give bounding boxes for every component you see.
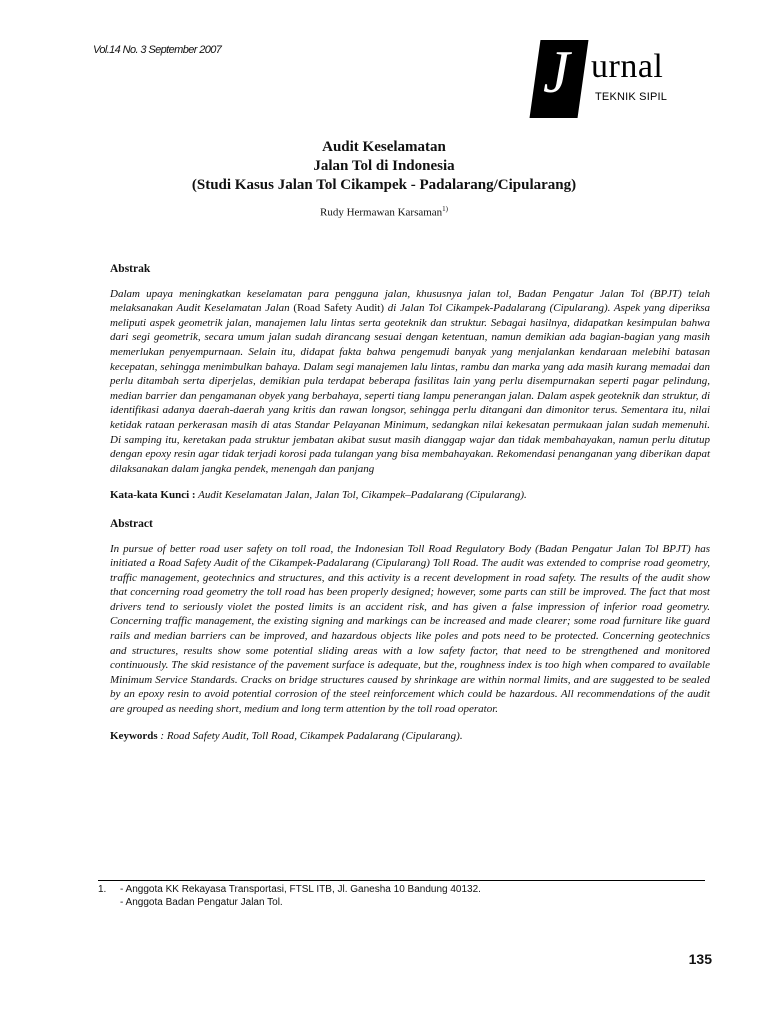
page-number: 135 <box>688 951 712 967</box>
paper-body <box>110 262 710 757</box>
footnote-line-1 <box>98 884 481 897</box>
abstrak-heading: Abstrak <box>110 263 151 275</box>
abstrak-text-1: Dalam upaya meningkatkan keselamatan para pengguna jalan, khususnya jalan tol, Badan Pengatur Jalan Tol (BPJT) telah melaksanakan Audit Keselamatan Jalan <box>110 287 710 315</box>
author-affiliation-mark: 1) <box>442 205 449 213</box>
footnote-number: 1. <box>98 884 107 895</box>
footnote-divider <box>98 880 705 881</box>
abstrak-text-2: di Jalan Tol Cikampek-Padalarang (Cipularang). Aspek yang diperiksa meliputi aspek geometrik jalan, manajemen lalu lintas serta geoteknik dan struktur. Sebagai hasilnya, didapatkan kesimpulan bahwa dari segi geometrik, secara umum jalan sudah dirancang sesuai dengan ketentuan, namun demikian ada bagian-bagian yang masih memerlukan penyempurnaan. Selain itu, didapat fakta bahwa pengemudi banyak yang menjalankan kendaraan melebihi batasan kecepatan, sehingga menimbulkan bahaya. Dalam segi manajemen lalu lintas, rambu dan marka yang ada masih kurang memadai dan perlu ditambah serta diperjelas, demikian pula terdapat beberapa fasilitas lain yang perlu disempurnakan seperti pagar pelindung, median barrier dan pengamanan obyek yang berbahaya, seperti tiang lampu penerangan jalan. Dalam aspek geoteknik dan struktur, di identifikasi adanya daerah-daerah yang kritis dan rawan longsor, sehingga perlu ditangani dan dimonitor terus. Sementara itu, nilai ketidak rataan perkerasan masih di atas Standar Pelayanan Minimum, sedangkan nilai kekesatan permukaan jalan sudah memenuhi. Di samping itu, keretakan pada struktur jembatan akibat susut masih dianggap wajar dan tidak membahayakan, namun perlu ditutup dengan epoxy resin agar tidak terjadi korosi pada tulangan yang bisa membahayakan. Rekomendasi penanganan yang diberikan dapat dilaksanakan dalam jangka pendek, menengah dan panjang <box>110 302 710 475</box>
footnote-text-2: - Anggota Badan Pengatur Jalan Tol. <box>120 896 283 908</box>
abstract-keywords <box>110 729 710 744</box>
abstract-body: In pursue of better road user safety on toll road, the Indonesian Toll Road Regulatory Body (Badan Pengatur Jalan Tol BPJT) has initiated a Road Safety Audit of the Cikampek-Padalarang (Cipularang) Toll Road. The audit was extended to comprise road geometry, traffic management, geotechnics and structures, and this activity is a recent development in road safety. The results of the audit show that concerning road geometry the toll road has been properly designed; however, some parts can still be improved. The fact that most drivers tend to seriously violet the posted limits is an accident risk, and has given a false impression of inferior road geometry. Concerning traffic management, the existing signing and markings can be increased and made clearer; some road furniture like guard rails and median barriers can be improved, and hazardous objects like poles and pots need to be protected. Concerning geotechnics and structures, results show some potential sliding areas with a low safety factor, that need to be strengthened and monitored continuously. The skid resistance of the pavement surface is adequate, but the, roughness index is too high when compared to available Minimum Service Standards. Cracks on bridge structures caused by shrinkage are within normal limits, and are suggested to be sealed by an epoxy resin to avoid potential corrosion of the steel reinforcement which could be hazardous. All recommendations of the audit are grouped as needing short, medium and long term attention by the toll road operator. <box>110 542 710 716</box>
paper-title <box>0 138 768 195</box>
abstrak-body <box>110 287 710 477</box>
author <box>0 205 768 219</box>
abstract-heading: Abstract <box>110 517 153 530</box>
title-line-3: (Studi Kasus Jalan Tol Cikampek - Padalarang/Cipularang) <box>191 177 577 193</box>
abstract-keywords-label: Keywords <box>110 729 158 742</box>
journal-volume: Vol.14 No. 3 September 2007 <box>93 44 222 56</box>
abstrak-keywords <box>110 488 710 503</box>
author-name: Rudy Hermawan Karsaman <box>319 206 443 219</box>
abstrak-keywords-text: Audit Keselamatan Jalan, Jalan Tol, Cikampek–Padalarang (Cipularang). <box>195 489 527 502</box>
abstrak-keywords-label: Kata-kata Kunci : <box>110 489 196 502</box>
abstract-keywords-text: : Road Safety Audit, Toll Road, Cikampek Padalarang (Cipularang). <box>157 729 463 742</box>
logo-letter: J <box>543 39 570 105</box>
logo-word: urnal <box>591 48 664 85</box>
journal-logo <box>535 36 705 120</box>
footnote <box>98 884 481 909</box>
logo-subtitle: TEKNIK SIPIL <box>595 91 668 103</box>
title-line-1: Audit Keselamatan <box>322 139 446 155</box>
title-line-2: Jalan Tol di Indonesia <box>313 158 455 174</box>
abstrak-text-roman: (Road Safety Audit) <box>293 302 384 315</box>
footnote-text-1: - Anggota KK Rekayasa Transportasi, FTSL ITB, Jl. Ganesha 10 Bandung 40132. <box>120 884 481 895</box>
